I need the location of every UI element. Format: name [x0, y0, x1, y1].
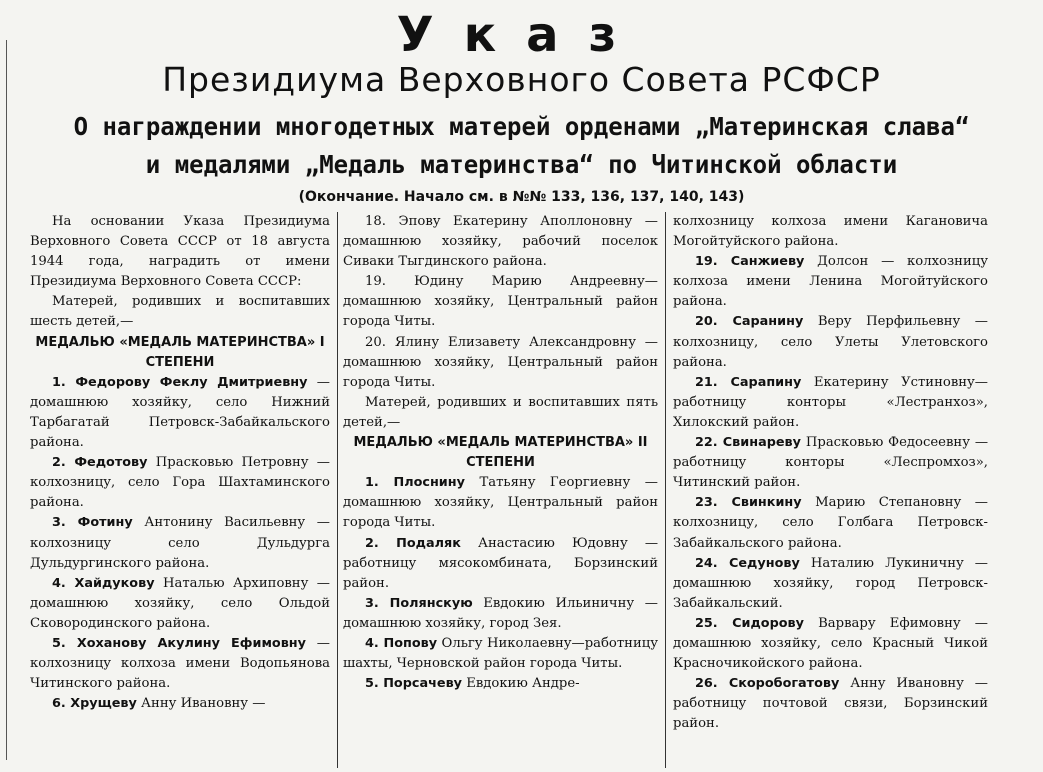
continuation-note: (Окончание. Начало см. в №№ 133, 136, 137, 140, 143)	[298, 189, 745, 205]
list-item	[673, 312, 988, 372]
body-paragraph: На основании Указа Президиума Верховного Совета СССР от 18 августа 1944 года, наградить от имени Президиума Верховного Совета СССР:	[30, 214, 330, 290]
recipient-name: 3. Фотину	[52, 515, 133, 531]
recipient-name: 20. Саранину	[695, 314, 804, 330]
text-column-1	[30, 212, 330, 772]
list-item	[343, 473, 658, 533]
recipient-name: 22. Свинареву	[695, 435, 802, 451]
headline-line-1: О награждении многодетных матерей орденами „Материнская слава“	[73, 112, 970, 141]
column-divider	[337, 212, 338, 768]
recipient-details: —домашнюю хозяйку, село Нижний Тарбагатай Петровск-Забайкальского района.	[30, 374, 330, 451]
body-paragraph: Матерей, родивших и воспитавших шесть детей,—	[30, 294, 330, 330]
headline-line-2: и медалями „Медаль материнства“ по Читинской области	[145, 150, 898, 179]
list-item	[673, 674, 988, 734]
recipient-name: 5. Порсачеву	[365, 676, 463, 692]
list-item	[673, 493, 988, 553]
column-divider	[665, 212, 666, 768]
list-item	[343, 674, 658, 694]
recipient-details: 20. Ялину Елизавету Александровну — домашнюю хозяйку, Центральный район города Читы.	[343, 334, 658, 390]
list-item: колхозницу колхоза имени Кагановича Могойтуйского района.	[673, 214, 988, 250]
recipient-name: 2. Федотову	[52, 455, 148, 471]
recipient-details: Долсон — колхозницу колхоза имени Ленина Могойтуйского района.	[673, 254, 988, 310]
recipient-details: Евдокию Андре-	[462, 676, 580, 692]
recipient-details: Наталью Архиповну — домашнюю хозяйку, село Ольдой Сковородинского района.	[30, 575, 330, 631]
award-heading: МЕДАЛЬЮ «МЕДАЛЬ МАТЕРИНСТВА» II СТЕПЕНИ	[353, 435, 648, 471]
recipient-details: Варвару Ефимовну — домашнюю хозяйку, село Красный Чикой Красночикойского района.	[673, 615, 988, 672]
list-item	[673, 614, 988, 674]
text-column-3	[673, 212, 988, 772]
body-paragraph: Матерей, родивших и воспитавших пять детей,—	[343, 394, 658, 430]
list-item	[343, 594, 658, 634]
recipient-details: Анну Ивановну — работницу почтовой связи, Борзинский район.	[673, 676, 988, 732]
list-item	[673, 433, 988, 493]
recipient-name: 21. Сарапину	[695, 374, 802, 390]
list-item	[30, 373, 330, 453]
recipient-name: 4. Хайдукову	[52, 575, 155, 591]
recipient-details: Анастасию Юдовну —работницу мясокомбината, Борзинский район.	[343, 535, 658, 591]
recipient-name: 19. Санжиеву	[695, 254, 805, 270]
recipient-details: Евдокию Ильиничну — домашнюю хозяйку, город Зея.	[343, 595, 658, 631]
recipient-name: 24. Седунову	[695, 555, 800, 571]
recipient-details: Прасковью Петровну — колхозницу, село Гора Шахтаминского района.	[30, 455, 330, 511]
recipient-name: 1. Плоснину	[365, 475, 465, 491]
recipient-name: 25. Сидорову	[695, 615, 804, 631]
list-item	[30, 634, 330, 694]
list-item	[30, 694, 330, 714]
recipient-details: Екатерину Устиновну—работницу конторы «Лестранхоз», Хилокский район.	[673, 374, 988, 430]
recipient-name: 2. Подаляк	[365, 535, 461, 551]
recipient-name: 5. Хоханову Акулину Ефимовну	[52, 635, 306, 651]
decree-subtitle: Президиума Верховного Совета РСФСР	[162, 60, 881, 99]
recipient-details: Прасковью Федосеевну — работницу конторы «Леспромхоз», Читинский район.	[673, 435, 988, 491]
recipient-details: — колхозницу колхоза имени Водопьянова Читинского района.	[30, 635, 330, 692]
list-item	[343, 534, 658, 594]
decree-title: Указ	[396, 7, 647, 63]
recipient-details: Ольгу Николаевну—работницу шахты, Черновской район города Читы.	[343, 635, 658, 672]
recipient-details: Веру Перфильевну — колхозницу, село Улеты Улетовского района.	[673, 314, 988, 370]
list-item	[343, 333, 658, 393]
recipient-name: 3. Полянскую	[365, 595, 473, 611]
list-item	[343, 212, 658, 272]
recipient-details: Марию Степановну — колхозницу, село Голбага Петровск-Забайкальского района.	[673, 495, 988, 551]
list-item	[673, 554, 988, 614]
recipient-name: 1. Федорову Феклу Дмитриевну	[52, 374, 308, 390]
award-heading: МЕДАЛЬЮ «МЕДАЛЬ МАТЕРИНСТВА» I СТЕПЕНИ	[35, 334, 325, 370]
list-item	[30, 513, 330, 573]
recipient-details: 19. Юдину Марию Андреевну—домашнюю хозяйку, Центральный район города Читы.	[343, 274, 658, 330]
list-item	[673, 252, 988, 312]
recipient-details: Антонину Васильевну — колхозницу село Дульдурга Дульдургинского района.	[30, 515, 330, 571]
decree-headline	[21, 108, 1022, 184]
list-item	[30, 574, 330, 634]
recipient-details: Анну Ивановну —	[136, 696, 266, 712]
recipient-name: 6. Хрущеву	[52, 696, 137, 712]
list-item	[673, 373, 988, 433]
left-margin-rule	[6, 40, 7, 760]
list-item	[343, 272, 658, 332]
recipient-details: 18. Эпову Екатерину Аполлоновну — домашнюю хозяйку, рабочий поселок Сиваки Тыгдинского района.	[343, 214, 658, 270]
text-column-2	[343, 212, 658, 772]
list-item	[343, 634, 658, 674]
list-item	[30, 453, 330, 513]
recipient-name: 4. Попову	[365, 635, 438, 651]
recipient-details: Татьяну Георгиевну — домашнюю хозяйку, Центральный район города Читы.	[343, 475, 658, 531]
recipient-name: 26. Скоробогатову	[695, 676, 840, 692]
recipient-name: 23. Свинкину	[695, 495, 802, 511]
recipient-details: Наталию Лукиничну — домашнюю хозяйку, город Петровск-Забайкальский.	[673, 555, 988, 611]
